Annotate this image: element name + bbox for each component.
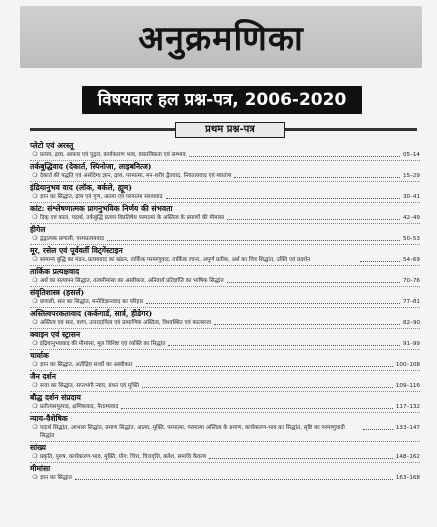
contents-entry [30,141,420,161]
contents-entry [30,267,420,287]
bullet-icon: ❍ [32,277,38,284]
bullet-icon: ❍ [32,214,38,221]
paper-label: प्रथम प्रश्न-पत्र [175,122,285,138]
dot-leader [363,424,393,430]
entry-topics: ज्ञान का सिद्धांत, द्रव्य एवं गुण, आत्मा एवं परमात्मा संशयवाद [40,194,163,200]
contents-entry [30,464,420,482]
divider [30,328,420,329]
contents-entry [30,309,420,329]
contents-entry [30,443,420,463]
divider [30,462,420,463]
bullet-icon: ❍ [32,151,38,158]
dot-leader [234,172,400,178]
entry-heading: मीमांसा [30,464,51,473]
entry-pages: 82–90 [402,320,420,326]
entry-topics: प्रतीत्यसमुत्पाद, क्षणिकवाद, नैरात्म्यवाद [40,404,119,410]
entry-topics: अस्तित्व एवं सार, वरण, उत्तरदायित्व एवं प्रामाणिक अस्तित्व, विश्वस्थित एवं कालसत्ता [40,320,212,326]
contents-entry [30,204,420,224]
page-subtitle: विषयवार हल प्रश्न-पत्र, 2006-2020 [97,90,347,110]
bullet-icon: ❍ [32,256,38,263]
divider [30,223,420,224]
entry-pages: 15–29 [402,173,420,179]
dot-leader [360,256,400,262]
entry-topics: देकार्त की पद्धति एवं असंदिग्ध ज्ञान, द्रव्य, परमात्मा, मन-शरीर द्वैतवाद, नियतत्ववाद एवं स्वातंत्र्य [40,173,232,179]
divider [30,181,420,182]
divider [30,202,420,203]
dot-leader [189,151,400,157]
entry-heading: तर्कबुद्धिवाद (देकार्त, स्पिनोजा, लाइबनित्ज) [30,162,152,171]
contents-list [30,141,420,482]
entry-pages: 148–162 [395,454,420,460]
entry-heading: मूर, रसेल एवं पूर्ववर्ती विट्गेंस्टाइन [30,246,123,255]
entry-heading: न्याय-वैशेषिक [30,414,68,423]
entry-topics: द्वंद्वात्मक प्रणाली, परमप्रत्ययवाद [40,236,104,242]
bullet-icon: ❍ [32,235,38,242]
contents-entry [30,288,420,308]
divider [30,160,420,161]
dot-leader [75,474,393,480]
entry-heading: संवृतिशास्त्र (हसर्ल) [30,288,85,297]
contents-entry [30,351,420,371]
entry-heading: प्लेटो एवं अरस्तू [30,141,74,150]
divider [30,286,420,287]
entry-topics: सत्ता का सिद्धांत, सप्तभंगी न्याय, बंधन एवं मुक्ति [40,383,139,389]
entry-heading: इंद्रियानुभव वाद (लॉक, बर्कले, ह्यूम) [30,183,132,192]
divider [30,307,420,308]
entry-pages: 30–41 [402,194,420,200]
entry-heading: बौद्ध दर्शन संप्रदाय [30,393,81,402]
dot-leader [121,403,393,409]
bullet-icon: ❍ [32,193,38,200]
entry-pages: 05–14 [402,152,420,158]
page-title: अनुक्रमणिका [138,19,304,59]
divider [30,391,420,392]
contents-entry [30,183,420,203]
dot-leader [227,214,400,220]
entry-topics: सामान्य बुद्धि का मंडन, प्रत्ययवाद का खंडन, तार्किक परमाणुवाद, तार्किक रचना, अपूर्ण प्रतीक, अर्थ का चित्र सिद्धांत, उक्ति एवं प्रदर्शन [40,257,311,263]
entry-topics: प्रत्यय, द्रव्य, आकार एवं पुद्गल, कार्यकारण भाव, वास्तविकता एवं सम्भाव [40,152,186,158]
dot-leader [168,340,400,346]
bullet-icon: ❍ [32,319,38,326]
bullet-icon: ❍ [32,403,38,410]
entry-pages: 77–81 [402,299,420,305]
bullet-icon: ❍ [32,424,38,431]
bullet-icon: ❍ [32,474,38,481]
contents-entry [30,162,420,182]
bullet-icon: ❍ [32,382,38,389]
entry-heading: सांख्य [30,443,46,452]
divider [30,349,420,350]
contents-entry [30,414,420,442]
entry-pages: 133–147 [395,425,420,431]
entry-topics: प्रकृति, पुरुष, कार्यकारण-भाव, मुक्ति, योग: चित्त, चित्तवृत्ति, क्लेश, समाधि कैवल्य [40,454,207,460]
divider [30,412,420,413]
paper-heading [30,122,417,136]
entry-heading: क्वाइन एवं स्ट्रासन [30,330,81,339]
entry-heading: चार्वाक [30,351,49,360]
divider [30,265,420,266]
bullet-icon: ❍ [32,298,38,305]
bullet-icon: ❍ [32,340,38,347]
entry-topics: दिक् एवं काल, पदार्थ, तर्कबुद्धि प्रत्यय विप्रतिषेध परमात्मा के अस्तित्व के प्रमाणों की मीमांसा [40,215,225,221]
divider [30,370,420,371]
entry-pages: 54–69 [402,257,420,263]
dot-leader [142,382,393,388]
bullet-icon: ❍ [32,453,38,460]
entry-topics: प्रणाली, सार का सिद्धांत, मनोविज्ञानवाद का परिहार [40,299,144,305]
entry-topics: पदार्थ सिद्धांत, आभास सिद्धांत, प्रमाण सिद्धांत, आत्मा, मुक्ति, परमात्मा, परमात्मा अस्तित्व के प्रमाण, कार्यकारण-भाव का सिद्धांत, सृष्टि का परमाणुवादी सिद्धांत [40,425,345,439]
contents-entry [30,225,420,245]
entry-pages: 100–108 [395,362,420,368]
divider [30,441,420,442]
entry-topics: इंद्रियानुभववाद की मीमांसा, मूल विशिष्ट एवं व्यक्ति का सिद्धांत [40,341,166,347]
dot-leader [136,361,393,367]
entry-pages: 70–76 [402,278,420,284]
contents-entry [30,330,420,350]
entry-heading: तार्किक प्रत्यक्षवाद [30,267,80,276]
dot-leader [166,193,400,199]
dot-leader [227,277,400,283]
divider [30,244,420,245]
entry-topics: ज्ञान का सिद्धांत [40,475,72,481]
bullet-icon: ❍ [32,172,38,179]
subtitle-band [82,86,362,114]
dot-leader [146,298,400,304]
dot-leader [214,319,400,325]
dot-leader [107,235,400,241]
contents-entry [30,246,420,266]
entry-pages: 117–132 [395,404,420,410]
bullet-icon: ❍ [32,361,38,368]
contents-entry [30,372,420,392]
dot-leader [209,453,393,459]
entry-heading: जैन दर्शन [30,372,56,381]
entry-pages: 42–49 [402,215,420,221]
entry-heading: अस्तित्वपरकतावाद (कर्कगार्ड, सार्त्र, हीडेगर) [30,309,153,318]
entry-topics: ज्ञान का सिद्धांत, अतींद्रिय सत्त्वों का अस्वीकार [40,362,133,368]
contents-entry [30,393,420,413]
entry-heading: हीगेल [30,225,46,234]
title-band [20,6,422,68]
entry-topics: अर्थ का सत्यापन सिद्धांत, तत्वमीमांसा का अस्वीकार, अनिवार्य प्रतिज्ञप्ति का भाषिक सिद्धांत [40,278,224,284]
entry-pages: 109–116 [395,383,420,389]
entry-pages: 91–99 [402,341,420,347]
entry-pages: 163–168 [395,475,420,481]
entry-heading: कांट: संश्लेषणात्मक प्रागनुभविक निर्णय की संभवता [30,204,173,213]
entry-pages: 50–53 [402,236,420,242]
